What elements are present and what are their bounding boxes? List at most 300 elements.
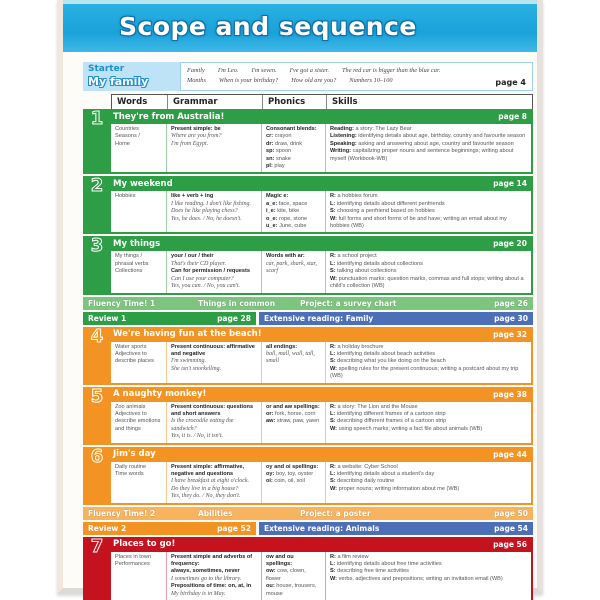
phonics-cell <box>261 342 325 383</box>
heading: and short answers <box>171 410 221 417</box>
starter-row-2 <box>187 76 526 86</box>
unit-row <box>83 387 533 445</box>
example: car, park, shark, star, scarf <box>266 260 317 275</box>
skills-cell-line <box>330 193 527 200</box>
unit-content <box>111 327 533 385</box>
unit-details <box>111 251 531 292</box>
text: fork, horse, corn <box>275 410 316 417</box>
words-cell-line: Performances <box>115 561 150 567</box>
column-header-words: Words <box>117 97 148 107</box>
text: June, cube <box>279 223 307 230</box>
example: Yes, he does. / No, he doesn't. <box>171 215 242 222</box>
grammar-cell <box>166 251 261 292</box>
words-cell-line: describe emotions <box>115 418 161 425</box>
unit-row <box>83 327 533 385</box>
unit-title: My weekend <box>113 178 173 189</box>
phonics-cell-line <box>266 554 321 569</box>
unit-page: page 14 <box>493 179 527 189</box>
unit-title: We're having fun at the beach! <box>113 329 262 339</box>
unit-details <box>111 462 531 503</box>
text: rope, stone <box>279 215 308 222</box>
skills-cell-line <box>330 426 527 433</box>
text: boy, toy, oyster <box>275 470 314 477</box>
review-2 <box>83 522 256 535</box>
skills-cell-line <box>330 418 527 425</box>
unit-content <box>111 109 533 174</box>
example: Yes, you can. / No, you can't. <box>171 283 241 290</box>
label: oy: <box>266 470 275 477</box>
label: S: <box>330 208 336 215</box>
label: R: <box>330 463 336 470</box>
unit-content <box>111 176 533 234</box>
skills-cell-line <box>330 253 527 260</box>
title-banner <box>63 0 537 52</box>
grammar-cell <box>166 402 261 443</box>
label: Speaking: <box>330 140 357 147</box>
text: crayon <box>274 133 292 140</box>
phonics-cell-line <box>266 208 321 215</box>
label: R: <box>330 193 336 200</box>
starter-item: When is your birthday? <box>218 77 279 84</box>
grammar-cell-line <box>171 464 257 471</box>
label: i_e: <box>266 208 276 215</box>
text: a hobbies forum <box>337 193 378 200</box>
label: cr: <box>266 133 274 140</box>
starter-item: The red car is bigger than the blue car. <box>342 67 441 74</box>
phonics-cell-line <box>266 156 321 163</box>
phonics-cell-line <box>266 148 321 155</box>
label: ow: <box>266 568 276 575</box>
skills-cell-line <box>330 576 527 583</box>
starter-item: Months <box>187 77 206 84</box>
text: identifying details about different penfriends <box>336 200 445 207</box>
phonics-cell <box>261 191 325 232</box>
label: L: <box>330 260 336 267</box>
column-headers <box>111 94 533 109</box>
heading: always, sometimes, never <box>171 568 240 575</box>
text: a story: The Lazy Bear <box>355 126 412 132</box>
heading: Prepositions of time: on, at, in <box>171 583 252 590</box>
review-label: Review 1 <box>88 313 127 323</box>
label: S: <box>330 568 336 575</box>
words-cell-line: describe places <box>115 358 154 365</box>
words-cell <box>111 251 166 292</box>
label: W: <box>330 485 338 492</box>
phonics-cell-line <box>266 478 321 485</box>
text: coin, oil, soil <box>274 478 305 485</box>
starter-item: Family <box>187 67 205 74</box>
phonics-cell-line <box>266 216 321 223</box>
review-1 <box>83 312 256 325</box>
words-cell-line: My things / <box>115 253 143 260</box>
text: full forms and short forms of be and have; writing an email about my hobbies (WB) <box>330 215 507 230</box>
example: Yes, they do. / No, they don't. <box>171 493 241 500</box>
unit-title-bar <box>111 176 533 191</box>
skills-cell-line <box>330 351 527 358</box>
skills-cell-line <box>330 268 527 275</box>
words-cell <box>111 402 166 443</box>
label: u_e: <box>266 223 278 230</box>
text: identifying different frames of a cartoon strip <box>336 410 446 417</box>
words-cell <box>111 462 166 503</box>
label: R: <box>330 343 336 350</box>
unit-content <box>111 447 533 505</box>
label: R: <box>330 253 336 260</box>
starter-row-1 <box>187 66 526 76</box>
label: ou: <box>266 583 275 590</box>
example: Do they live in a big house? <box>171 485 239 492</box>
phonics-cell-line <box>266 418 321 425</box>
fluency-project: Project: a survey chart <box>300 298 397 308</box>
unit-page: page 32 <box>493 329 527 339</box>
text: spoon <box>275 148 292 155</box>
unit-page: page 38 <box>493 389 527 399</box>
grammar-cell-line <box>171 433 257 440</box>
label: S: <box>330 478 336 485</box>
skills-cell-line <box>330 344 527 351</box>
words-cell-line: Daily routine <box>115 463 147 470</box>
text: a story: The Lion and the Mouse <box>337 403 418 410</box>
words-cell-line: Adjectives to <box>115 410 147 417</box>
unit-title-bar <box>111 537 533 552</box>
heading: oy and oi spellings: <box>266 463 319 470</box>
skills-cell-line <box>330 561 527 568</box>
label: W: <box>330 275 338 282</box>
unit-details <box>111 552 531 600</box>
grammar-cell-line <box>171 554 257 561</box>
phonics-cell-line <box>266 163 321 170</box>
starter-label <box>83 62 180 91</box>
grammar-cell-line <box>171 201 257 208</box>
text: identifying details about free time activities <box>336 561 442 567</box>
unit-number: 7 <box>90 535 104 557</box>
example: I like reading. I don't like fishing. <box>171 200 252 207</box>
grammar-cell-line <box>171 583 257 590</box>
label: Writing: <box>330 148 352 155</box>
phonics-cell-line <box>266 404 321 411</box>
fluency-page: page 50 <box>494 508 528 518</box>
fluency-topic: Abilities <box>198 508 233 518</box>
skills-cell <box>325 552 531 600</box>
grammar-cell-line <box>171 493 257 500</box>
words-cell-line: Adjectives to <box>115 350 147 357</box>
example: Yes, it is. / No, it isn't. <box>171 433 224 440</box>
label: sp: <box>266 148 275 155</box>
grammar-cell-line <box>171 404 257 411</box>
text: capitalizing proper nouns and sentence beginnings; writing about myself (Workbook-WB) <box>330 148 514 162</box>
example: Can I use your computer? <box>171 275 234 282</box>
grammar-cell-line <box>171 208 257 215</box>
grammar-cell-line <box>171 358 257 365</box>
skills-cell <box>325 124 531 172</box>
unit-page: page 56 <box>493 539 527 549</box>
heading: Consonant blends: <box>266 126 317 132</box>
unit-title-bar <box>111 447 533 462</box>
grammar-cell-line <box>171 486 257 493</box>
heading: Words with ar: <box>266 253 305 260</box>
extensive-reading-label: Extensive reading: Family <box>264 313 374 323</box>
label: R: <box>330 553 336 560</box>
words-cell <box>111 552 166 600</box>
skills-cell-line <box>330 366 527 381</box>
text: a website: Cyber School <box>337 463 398 470</box>
skills-cell-line <box>330 478 527 485</box>
text: a holiday brochure <box>337 343 384 350</box>
grammar-cell-line <box>171 568 257 575</box>
skills-cell-line <box>330 133 527 140</box>
column-header-phonics: Phonics <box>262 95 326 109</box>
heading: ow and ou spellings: <box>266 553 294 567</box>
heading: Present continuous: questions <box>171 403 254 410</box>
phonics-cell-line <box>266 568 321 583</box>
unit-title-bar <box>111 327 533 342</box>
words-cell-line: and things <box>115 425 141 432</box>
heading: Magic e: <box>266 193 289 200</box>
example: Is the crocodile eating the sandwich? <box>171 418 234 432</box>
skills-cell-line <box>330 208 527 215</box>
grammar-cell-line <box>171 351 257 358</box>
text: snake <box>275 155 291 162</box>
words-cell-line: Places in town <box>115 553 152 560</box>
starter-item: I've got a sister. <box>289 67 330 74</box>
grammar-cell-line <box>171 193 257 200</box>
skills-cell-line <box>330 568 527 575</box>
label: pl: <box>266 163 273 170</box>
label: L: <box>330 350 336 357</box>
text: punctuation marks: question marks, commas and full stops; writing about a child's collection (WB) <box>330 275 524 290</box>
unit-title-bar <box>111 387 533 402</box>
words-cell-line: Hobbies <box>115 193 136 200</box>
review-page: page 52 <box>217 523 251 533</box>
heading: all endings: <box>266 343 298 350</box>
heading: negative and questions <box>171 470 234 477</box>
fluency-topic: Things in common <box>198 298 276 308</box>
unit-page: page 8 <box>498 112 527 121</box>
unit-title: My things <box>113 238 161 249</box>
label: L: <box>330 410 336 417</box>
skills-cell-line <box>330 276 527 291</box>
phonics-cell-line <box>266 471 321 478</box>
text: identifying details about beach activities <box>336 350 436 357</box>
label: W: <box>330 425 338 432</box>
heading: Present simple: be <box>171 126 221 132</box>
label: sn: <box>266 155 275 162</box>
unit-page: page 44 <box>493 449 527 459</box>
heading: and negative <box>171 350 206 357</box>
text: cow, clown, flower <box>266 568 306 582</box>
label: W: <box>330 365 338 372</box>
example: My birthday is in May. <box>171 590 226 597</box>
label: o_e: <box>266 215 278 222</box>
example: I have breakfast at eight o'clock. <box>171 478 250 485</box>
fluency-page: page 26 <box>494 298 528 308</box>
phonics-cell-line <box>266 253 321 260</box>
grammar-cell <box>166 191 261 232</box>
starter-unit <box>83 62 533 91</box>
fluency-time-2-bar <box>83 507 533 520</box>
unit-row <box>83 236 533 294</box>
unit-title: They're from Australia! <box>113 111 225 122</box>
text: verbs, adjectives and prepositions; writing an invitation email (WB) <box>338 575 503 582</box>
example: ball, mall, wall, tall, small <box>266 350 315 365</box>
text: describing free time activities <box>337 568 409 575</box>
grammar-cell-line <box>171 133 257 140</box>
phonics-cell <box>261 251 325 292</box>
starter-item: How old are you? <box>291 77 337 84</box>
phonics-cell <box>261 552 325 600</box>
label: W: <box>330 575 338 582</box>
grammar-cell <box>166 124 261 172</box>
text: straw, paw, yawn <box>276 418 320 425</box>
example: I'm swimming. <box>171 358 206 365</box>
skills-cell <box>325 402 531 443</box>
unit-details <box>111 124 531 172</box>
text: identifying details about a student's day <box>336 470 435 477</box>
fluency-time-1-bar <box>83 297 533 310</box>
phonics-cell-line <box>266 126 321 133</box>
phonics-cell-line <box>266 193 321 200</box>
words-cell <box>111 124 166 172</box>
text: kite, bike <box>277 208 300 215</box>
skills-cell-line <box>330 404 527 411</box>
skills-cell-line <box>330 358 527 365</box>
label: L: <box>330 561 336 567</box>
unit-title-bar <box>111 109 533 124</box>
extensive-reading-page: page 54 <box>494 523 528 533</box>
unit-title-bar <box>111 236 533 251</box>
text: describing different frames of a cartoon strip <box>337 418 447 425</box>
grammar-cell-line <box>171 141 257 148</box>
example: She isn't snorkelling. <box>171 365 222 372</box>
heading: Can for permission / requests <box>171 268 250 275</box>
unit-number: 4 <box>90 325 104 347</box>
phonics-cell-line <box>266 261 321 276</box>
text: using speech marks; writing a fact file about animals (WB) <box>338 425 483 432</box>
label: oi: <box>266 478 273 485</box>
grammar-cell-line <box>171 261 257 268</box>
phonics-cell-line <box>266 133 321 140</box>
words-cell-line: Seasons / <box>115 133 140 140</box>
review-2-bar <box>83 522 533 535</box>
example: That's their CD player. <box>171 260 226 267</box>
starter-content <box>180 62 533 91</box>
extensive-reading-animals <box>259 522 533 535</box>
example: I sometimes go to the library. <box>171 575 242 582</box>
label: Reading: <box>330 126 354 132</box>
unit-title: A naughty monkey! <box>113 389 207 400</box>
unit-content <box>111 387 533 445</box>
grammar-cell-line <box>171 276 257 283</box>
grammar-cell <box>166 552 261 600</box>
units-4-6 <box>83 327 533 505</box>
grammar-cell-line <box>171 253 257 260</box>
phonics-cell-line <box>266 223 321 230</box>
label: dr: <box>266 140 274 147</box>
page-title: Scope and sequence <box>119 12 417 41</box>
phonics-cell-line <box>266 583 321 598</box>
skills-cell <box>325 251 531 292</box>
skills-cell <box>325 462 531 503</box>
unit-number: 3 <box>83 236 111 294</box>
phonics-cell-line <box>266 344 321 351</box>
grammar-cell-line <box>171 418 257 433</box>
grammar-cell-line <box>171 576 257 583</box>
skills-cell-line <box>330 486 527 493</box>
unit-number: 1 <box>83 109 111 174</box>
unit-details <box>111 402 531 443</box>
label: R: <box>330 403 336 410</box>
skills-cell-line <box>330 471 527 478</box>
scope-table <box>83 94 533 600</box>
unit-row <box>83 109 533 174</box>
skills-cell <box>325 342 531 383</box>
phonics-cell-line <box>266 351 321 366</box>
unit-content <box>111 236 533 294</box>
label: or: <box>266 410 274 417</box>
units-1-3 <box>83 109 533 295</box>
starter-item: I'm seven. <box>251 67 277 74</box>
heading: your / our / their <box>171 253 214 260</box>
words-cell-line: Water sports <box>115 343 147 350</box>
column-header-skills: Skills <box>326 95 532 109</box>
text: choosing a penfriend based on hobbies <box>337 208 435 215</box>
review-label: Review 2 <box>88 523 127 533</box>
words-cell-line: phrasal verbs <box>115 260 149 267</box>
starter-page: page 4 <box>495 78 526 87</box>
grammar-cell-line <box>171 283 257 290</box>
text: proper nouns; writing information about me (WB) <box>338 485 460 492</box>
grammar-cell-line <box>171 591 257 598</box>
words-cell-line: Countries <box>115 126 139 132</box>
phonics-cell <box>261 124 325 172</box>
unit-row <box>83 537 533 600</box>
label: L: <box>330 200 336 207</box>
fluency-project: Project: a poster <box>300 508 371 518</box>
label: L: <box>330 470 336 477</box>
unit-row <box>83 447 533 505</box>
example: Where are you from? <box>171 133 222 140</box>
example: I'm from Egypt. <box>171 140 209 147</box>
starter-item: I'm Leo. <box>217 67 239 74</box>
skills-cell-line <box>330 148 527 163</box>
skills-cell-line <box>330 201 527 208</box>
words-cell-line: Time words <box>115 470 144 477</box>
heading: Present simple and adverbs of <box>171 553 253 560</box>
phonics-cell-line <box>266 411 321 418</box>
text: talking about collections <box>337 268 397 275</box>
grammar-cell-line <box>171 411 257 418</box>
text: describing what you like doing on the beach <box>337 358 446 365</box>
words-cell-line: Zoo animals <box>115 403 146 410</box>
heading: frequency: <box>171 561 200 567</box>
words-cell-line: Home <box>115 140 130 147</box>
label: Listening: <box>330 133 357 140</box>
unit-details <box>111 342 531 383</box>
unit-number: 2 <box>83 176 111 234</box>
grammar-cell-line <box>171 366 257 373</box>
skills-cell-line <box>330 464 527 471</box>
label: S: <box>330 268 336 275</box>
starter-label-line1: Starter <box>88 64 125 74</box>
text: play <box>274 163 285 170</box>
skills-cell <box>325 191 531 232</box>
heading: Present continuous: affirmative <box>171 343 255 350</box>
fluency-label: Fluency Time! 2 <box>88 508 156 518</box>
text: spelling rules for the present continuous; writing a postcard about my trip (WB) <box>330 365 519 380</box>
unit-number: 5 <box>90 385 104 407</box>
unit-title: Places to go! <box>113 539 176 550</box>
grammar-cell-line <box>171 216 257 223</box>
